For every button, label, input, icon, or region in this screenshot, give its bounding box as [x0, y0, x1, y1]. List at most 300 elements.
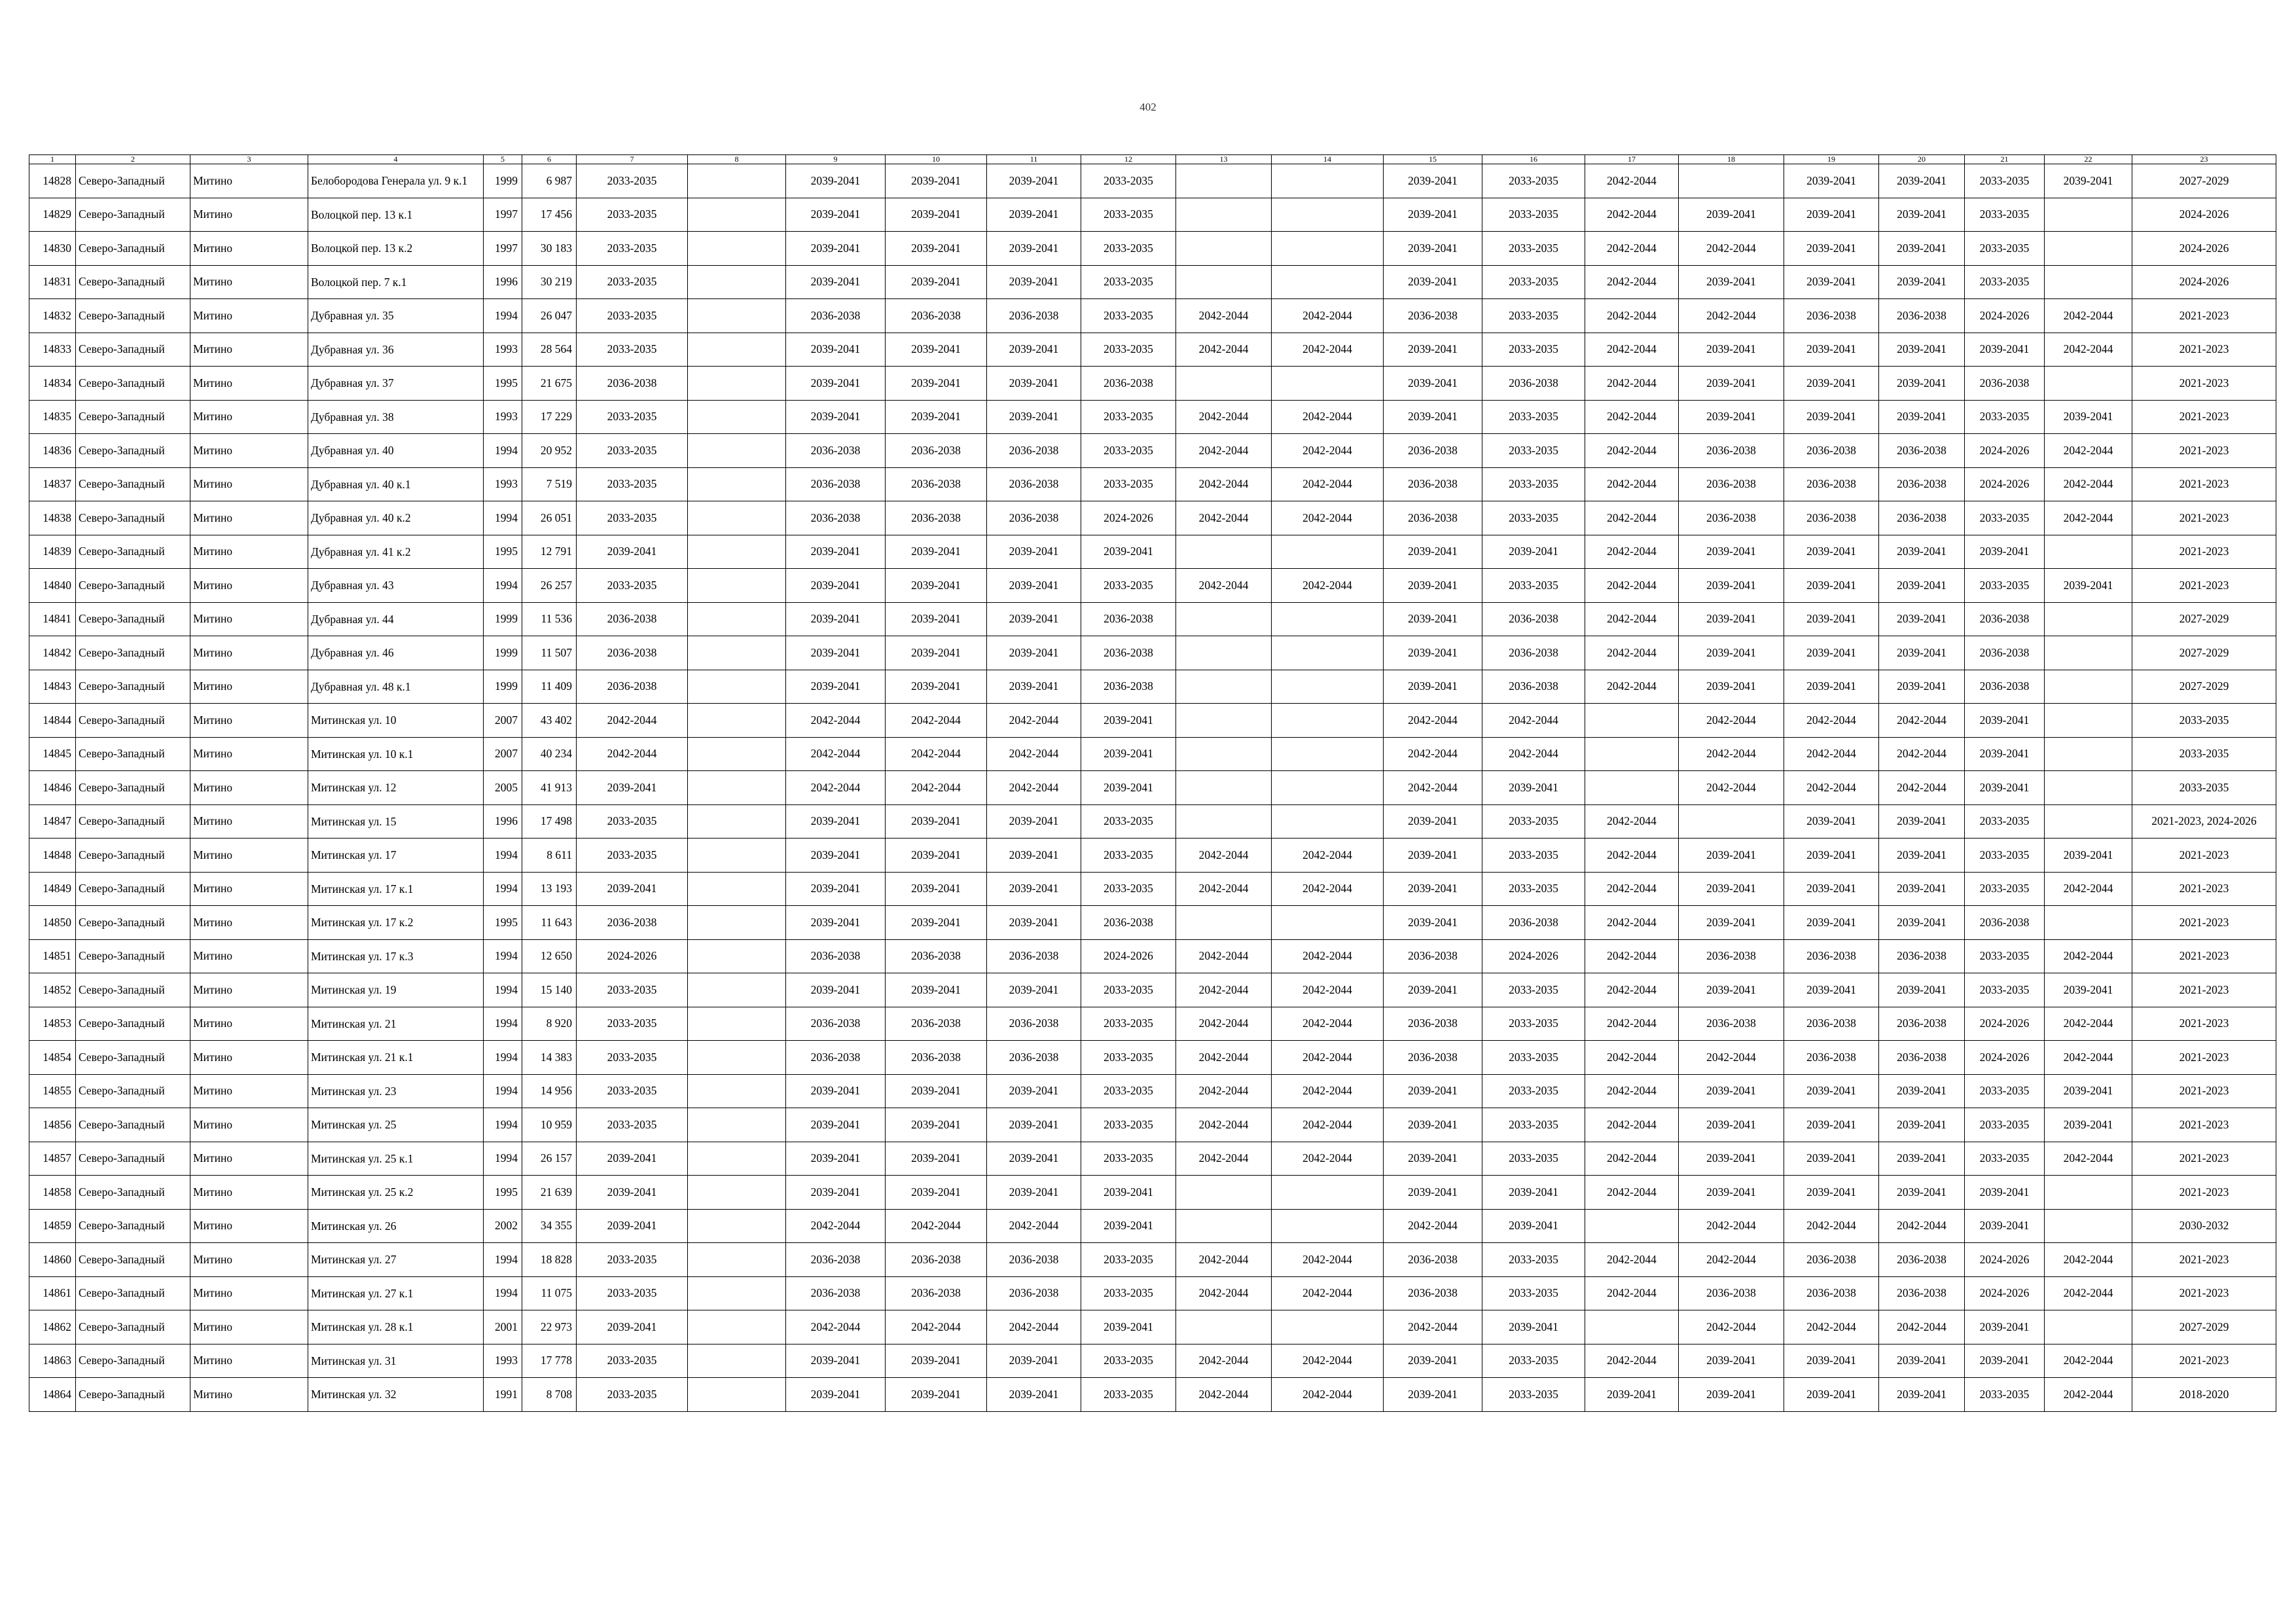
- table-cell: 2033-2035: [1081, 1243, 1176, 1277]
- table-row: [29, 839, 2276, 873]
- table-cell: 26 047: [522, 299, 577, 333]
- table-cell: 1994: [484, 1074, 522, 1108]
- table-cell: 2039-2041: [1879, 1142, 1965, 1176]
- table-cell: [1272, 232, 1384, 266]
- table-cell: Северо-Западный: [76, 467, 190, 501]
- table-cell: 2039-2041: [1784, 569, 1879, 603]
- table-cell: [1272, 704, 1384, 738]
- table-cell: 1994: [484, 1007, 522, 1041]
- table-cell: 2033-2035: [1081, 872, 1176, 906]
- table-cell: [688, 973, 786, 1007]
- column-number: 17: [1585, 155, 1679, 164]
- table-row: [29, 906, 2276, 940]
- table-cell: 2033-2035: [1081, 467, 1176, 501]
- table-cell: 2036-2038: [987, 939, 1081, 973]
- table-cell: [688, 198, 786, 232]
- table-cell: 2039-2041: [786, 232, 886, 266]
- table-cell: 20 952: [522, 434, 577, 468]
- table-cell: 1993: [484, 333, 522, 367]
- table-cell: 2036-2038: [1384, 501, 1482, 535]
- table-cell: 2033-2035: [577, 804, 688, 839]
- table-cell: 2039-2041: [987, 973, 1081, 1007]
- table-cell: 2042-2044: [1585, 1041, 1679, 1075]
- table-cell: [688, 939, 786, 973]
- table-row: [29, 1176, 2276, 1210]
- table-cell: Митинская ул. 25: [308, 1108, 484, 1142]
- table-cell: 2039-2041: [1784, 906, 1879, 940]
- table-cell: [1272, 906, 1384, 940]
- table-cell: 2042-2044: [786, 704, 886, 738]
- table-cell: 2042-2044: [2045, 1041, 2132, 1075]
- table-cell: 2042-2044: [1482, 737, 1585, 771]
- table-cell: 2039-2041: [1081, 1209, 1176, 1243]
- table-cell: 2036-2038: [886, 939, 987, 973]
- table-cell: 2039-2041: [1384, 367, 1482, 401]
- table-cell: 2033-2035: [577, 501, 688, 535]
- table-cell: 2039-2041: [1679, 602, 1784, 636]
- table-cell: 2039-2041: [987, 400, 1081, 434]
- table-cell: 2033-2035: [577, 434, 688, 468]
- table-cell: [688, 1074, 786, 1108]
- table-cell: 2036-2038: [1482, 906, 1585, 940]
- table-cell: 14 383: [522, 1041, 577, 1075]
- table-cell: 2042-2044: [786, 1209, 886, 1243]
- table-cell: 2039-2041: [1784, 164, 1879, 198]
- table-cell: 2042-2044: [1272, 973, 1384, 1007]
- table-cell: 14843: [29, 670, 76, 704]
- table-cell: 2039-2041: [1784, 636, 1879, 670]
- table-cell: 2021-2023: [2132, 1074, 2276, 1108]
- table-cell: 2042-2044: [1879, 737, 1965, 771]
- table-cell: [1585, 771, 1679, 805]
- table-cell: 2039-2041: [1679, 906, 1784, 940]
- table-cell: Митино: [190, 1041, 308, 1075]
- table-cell: 2033-2035: [1482, 232, 1585, 266]
- table-cell: 2036-2038: [1384, 1007, 1482, 1041]
- table-cell: 2024-2026: [2132, 232, 2276, 266]
- table-cell: 2036-2038: [1081, 670, 1176, 704]
- table-cell: 2039-2041: [987, 906, 1081, 940]
- table-cell: 2039-2041: [786, 1378, 886, 1412]
- table-cell: Митино: [190, 1108, 308, 1142]
- table-cell: Дубравная ул. 36: [308, 333, 484, 367]
- table-cell: 2039-2041: [1879, 1176, 1965, 1210]
- table-cell: 2039-2041: [1879, 232, 1965, 266]
- table-cell: 2039-2041: [987, 367, 1081, 401]
- table-cell: Дубравная ул. 40 к.1: [308, 467, 484, 501]
- table-cell: 2036-2038: [987, 501, 1081, 535]
- table-cell: 2027-2029: [2132, 602, 2276, 636]
- table-cell: 2021-2023: [2132, 1276, 2276, 1310]
- table-cell: 2036-2038: [1679, 939, 1784, 973]
- table-cell: 2039-2041: [577, 1310, 688, 1344]
- table-cell: 2036-2038: [786, 1276, 886, 1310]
- table-cell: Северо-Западный: [76, 602, 190, 636]
- table-cell: 2039-2041: [1879, 670, 1965, 704]
- table-cell: 1995: [484, 1176, 522, 1210]
- table-cell: Митинская ул. 19: [308, 973, 484, 1007]
- table-cell: 2039-2041: [886, 400, 987, 434]
- table-cell: 2039-2041: [1679, 839, 1784, 873]
- column-number: 3: [190, 155, 308, 164]
- table-cell: 2033-2035: [1482, 333, 1585, 367]
- table-cell: Митино: [190, 737, 308, 771]
- table-cell: Митинская ул. 17 к.1: [308, 872, 484, 906]
- table-cell: [1272, 1209, 1384, 1243]
- table-cell: 2021-2023: [2132, 1344, 2276, 1378]
- table-cell: 12 650: [522, 939, 577, 973]
- table-cell: 2039-2041: [1679, 333, 1784, 367]
- table-cell: 2042-2044: [1272, 1243, 1384, 1277]
- table-cell: 2036-2038: [1784, 434, 1879, 468]
- table-cell: Митино: [190, 1176, 308, 1210]
- table-cell: Митино: [190, 265, 308, 299]
- table-cell: [1176, 906, 1272, 940]
- table-cell: 11 536: [522, 602, 577, 636]
- table-cell: 26 157: [522, 1142, 577, 1176]
- table-cell: [1176, 1310, 1272, 1344]
- table-cell: 2021-2023: [2132, 839, 2276, 873]
- table-cell: Северо-Западный: [76, 299, 190, 333]
- table-cell: 30 219: [522, 265, 577, 299]
- table-cell: 2033-2035: [1482, 467, 1585, 501]
- table-cell: Северо-Западный: [76, 771, 190, 805]
- table-cell: [1176, 737, 1272, 771]
- table-cell: 2039-2041: [987, 1378, 1081, 1412]
- table-cell: 2021-2023: [2132, 467, 2276, 501]
- page-number: 402: [1139, 101, 1157, 113]
- table-cell: 2042-2044: [1272, 1378, 1384, 1412]
- table-row: [29, 400, 2276, 434]
- table-cell: Дубравная ул. 44: [308, 602, 484, 636]
- table-row: [29, 467, 2276, 501]
- table-cell: 2039-2041: [1679, 198, 1784, 232]
- table-cell: 2039-2041: [1879, 400, 1965, 434]
- table-cell: [2045, 602, 2132, 636]
- column-number: 8: [688, 155, 786, 164]
- table-cell: 2033-2035: [1081, 1276, 1176, 1310]
- table-cell: 2039-2041: [1384, 1108, 1482, 1142]
- table-cell: 2042-2044: [1585, 299, 1679, 333]
- table-cell: 2042-2044: [577, 704, 688, 738]
- column-number: 12: [1081, 155, 1176, 164]
- table-cell: 2007: [484, 704, 522, 738]
- table-cell: 2042-2044: [1384, 704, 1482, 738]
- table-cell: Северо-Западный: [76, 1243, 190, 1277]
- table-cell: 2039-2041: [987, 569, 1081, 603]
- table-cell: Митинская ул. 23: [308, 1074, 484, 1108]
- table-cell: 2024-2026: [1081, 501, 1176, 535]
- table-cell: 8 611: [522, 839, 577, 873]
- table-cell: 2036-2038: [886, 299, 987, 333]
- table-cell: 2039-2041: [1679, 265, 1784, 299]
- table-cell: 2039-2041: [1384, 400, 1482, 434]
- table-cell: 17 229: [522, 400, 577, 434]
- table-cell: 2042-2044: [1272, 569, 1384, 603]
- table-cell: 2033-2035: [1081, 1007, 1176, 1041]
- table-cell: 2042-2044: [786, 1310, 886, 1344]
- table-cell: 2036-2038: [1965, 906, 2045, 940]
- table-cell: 2021-2023: [2132, 569, 2276, 603]
- table-cell: 14852: [29, 973, 76, 1007]
- table-cell: 21 675: [522, 367, 577, 401]
- table-cell: 2021-2023: [2132, 1041, 2276, 1075]
- table-cell: 2039-2041: [987, 164, 1081, 198]
- table-cell: 2033-2035: [1081, 333, 1176, 367]
- table-cell: 2039-2041: [886, 265, 987, 299]
- table-cell: 2042-2044: [1272, 333, 1384, 367]
- table-row: [29, 1108, 2276, 1142]
- table-cell: 2039-2041: [1081, 737, 1176, 771]
- table-cell: 2024-2026: [1965, 434, 2045, 468]
- table-cell: 14842: [29, 636, 76, 670]
- table-cell: 2042-2044: [1585, 467, 1679, 501]
- table-cell: 2042-2044: [1176, 1344, 1272, 1378]
- table-cell: 2039-2041: [1879, 839, 1965, 873]
- table-cell: 2039-2041: [987, 333, 1081, 367]
- table-cell: 2042-2044: [2045, 501, 2132, 535]
- table-cell: Северо-Западный: [76, 939, 190, 973]
- table-cell: [1176, 636, 1272, 670]
- table-cell: 2021-2023: [2132, 333, 2276, 367]
- table-cell: [1176, 164, 1272, 198]
- table-cell: 2039-2041: [1384, 804, 1482, 839]
- table-cell: 2042-2044: [1272, 1041, 1384, 1075]
- table-cell: [688, 569, 786, 603]
- table-cell: Северо-Западный: [76, 1108, 190, 1142]
- table-cell: 2024-2026: [1482, 939, 1585, 973]
- table-cell: 2039-2041: [1965, 535, 2045, 569]
- table-cell: 2039-2041: [786, 804, 886, 839]
- table-cell: 2036-2038: [987, 1041, 1081, 1075]
- table-cell: 21 639: [522, 1176, 577, 1210]
- table-cell: 2039-2041: [987, 1142, 1081, 1176]
- table-cell: 2039-2041: [1384, 839, 1482, 873]
- table-cell: [2045, 1176, 2132, 1210]
- table-cell: 2039-2041: [1879, 1108, 1965, 1142]
- table-cell: 2042-2044: [1879, 704, 1965, 738]
- table-cell: Дубравная ул. 46: [308, 636, 484, 670]
- table-cell: 2021-2023: [2132, 434, 2276, 468]
- table-cell: 2042-2044: [2045, 467, 2132, 501]
- table-cell: 2039-2041: [786, 1074, 886, 1108]
- table-cell: 2036-2038: [1384, 1041, 1482, 1075]
- table-cell: [1272, 1176, 1384, 1210]
- table-cell: 2039-2041: [1784, 670, 1879, 704]
- table-cell: Митино: [190, 1007, 308, 1041]
- table-cell: 2036-2038: [1482, 367, 1585, 401]
- table-cell: 2042-2044: [1176, 1074, 1272, 1108]
- table-cell: 2039-2041: [1965, 737, 2045, 771]
- table-cell: 2039-2041: [1879, 636, 1965, 670]
- table-cell: 2036-2038: [1784, 1007, 1879, 1041]
- table-cell: Митино: [190, 1276, 308, 1310]
- table-cell: 14861: [29, 1276, 76, 1310]
- table-cell: 2042-2044: [1176, 467, 1272, 501]
- table-cell: 2033-2035: [577, 1378, 688, 1412]
- table-cell: 14836: [29, 434, 76, 468]
- table-cell: 2021-2023, 2024-2026: [2132, 804, 2276, 839]
- table-cell: 2036-2038: [1384, 1276, 1482, 1310]
- table-cell: 2042-2044: [1272, 1142, 1384, 1176]
- table-cell: 2039-2041: [886, 1378, 987, 1412]
- table-cell: [688, 1209, 786, 1243]
- table-cell: 26 257: [522, 569, 577, 603]
- table-cell: 1999: [484, 164, 522, 198]
- table-cell: 2033-2035: [1081, 434, 1176, 468]
- table-cell: 2036-2038: [577, 636, 688, 670]
- table-cell: 2021-2023: [2132, 501, 2276, 535]
- table-cell: 2039-2041: [1384, 636, 1482, 670]
- table-cell: 2039-2041: [886, 602, 987, 636]
- table-row: [29, 198, 2276, 232]
- table-cell: 2039-2041: [2045, 400, 2132, 434]
- table-cell: 2039-2041: [1784, 804, 1879, 839]
- table-cell: [688, 1378, 786, 1412]
- table-cell: [688, 333, 786, 367]
- table-cell: 2036-2038: [1679, 501, 1784, 535]
- table-cell: 2021-2023: [2132, 1108, 2276, 1142]
- table-cell: [1176, 771, 1272, 805]
- table-cell: Митино: [190, 535, 308, 569]
- table-cell: 2036-2038: [1879, 1007, 1965, 1041]
- table-row: [29, 1142, 2276, 1176]
- table-cell: 2039-2041: [577, 771, 688, 805]
- table-cell: 2039-2041: [987, 839, 1081, 873]
- table-cell: 2039-2041: [987, 804, 1081, 839]
- table-cell: 2027-2029: [2132, 1310, 2276, 1344]
- table-cell: Северо-Западный: [76, 501, 190, 535]
- table-cell: Митинская ул. 17: [308, 839, 484, 873]
- table-cell: [688, 1344, 786, 1378]
- table-cell: 2042-2044: [1272, 1276, 1384, 1310]
- table-cell: 2039-2041: [1081, 771, 1176, 805]
- table-cell: [1176, 704, 1272, 738]
- table-cell: [2045, 804, 2132, 839]
- table-cell: 2042-2044: [1176, 434, 1272, 468]
- table-cell: 2036-2038: [577, 906, 688, 940]
- table-cell: 2042-2044: [1585, 1108, 1679, 1142]
- table-cell: Митино: [190, 1310, 308, 1344]
- table-cell: [2045, 670, 2132, 704]
- table-cell: 2039-2041: [786, 1344, 886, 1378]
- table-cell: 2039-2041: [886, 1344, 987, 1378]
- table-cell: 2042-2044: [1272, 1108, 1384, 1142]
- table-cell: 2039-2041: [1879, 569, 1965, 603]
- table-cell: 2042-2044: [1585, 636, 1679, 670]
- table-cell: 2039-2041: [1384, 1378, 1482, 1412]
- table-cell: Северо-Западный: [76, 804, 190, 839]
- table-cell: 2042-2044: [1384, 1209, 1482, 1243]
- table-cell: 2033-2035: [1081, 1074, 1176, 1108]
- table-cell: 2042-2044: [1585, 804, 1679, 839]
- table-cell: 2039-2041: [1879, 872, 1965, 906]
- table-cell: 2039-2041: [1679, 367, 1784, 401]
- table-cell: 2036-2038: [987, 299, 1081, 333]
- table-cell: 2039-2041: [1679, 973, 1784, 1007]
- table-cell: 2039-2041: [886, 535, 987, 569]
- table-cell: 2039-2041: [1384, 1344, 1482, 1378]
- table-cell: 2042-2044: [1879, 771, 1965, 805]
- table-cell: 2039-2041: [786, 906, 886, 940]
- table-cell: 2039-2041: [1679, 535, 1784, 569]
- table-cell: 2036-2038: [786, 1041, 886, 1075]
- table-cell: 2039-2041: [786, 164, 886, 198]
- table-cell: 2036-2038: [1879, 299, 1965, 333]
- table-cell: 2039-2041: [1081, 535, 1176, 569]
- table-cell: 2021-2023: [2132, 1007, 2276, 1041]
- table-cell: [688, 535, 786, 569]
- table-cell: 2042-2044: [2045, 1007, 2132, 1041]
- table-cell: 2042-2044: [1585, 1007, 1679, 1041]
- table-cell: 2033-2035: [1482, 973, 1585, 1007]
- table-cell: 1994: [484, 1243, 522, 1277]
- table-cell: 2036-2038: [786, 1007, 886, 1041]
- table-cell: Белобородова Генерала ул. 9 к.1: [308, 164, 484, 198]
- table-cell: 2036-2038: [1879, 1041, 1965, 1075]
- table-cell: 2036-2038: [577, 602, 688, 636]
- table-cell: Митино: [190, 333, 308, 367]
- table-cell: Северо-Западный: [76, 872, 190, 906]
- table-cell: 10 959: [522, 1108, 577, 1142]
- table-cell: 11 075: [522, 1276, 577, 1310]
- table-cell: Северо-Западный: [76, 1209, 190, 1243]
- table-cell: 2033-2035: [577, 569, 688, 603]
- table-cell: 2039-2041: [1482, 1176, 1585, 1210]
- table-cell: 14860: [29, 1243, 76, 1277]
- table-cell: [688, 501, 786, 535]
- table-row: [29, 569, 2276, 603]
- table-cell: 2039-2041: [1784, 973, 1879, 1007]
- table-cell: 2033-2035: [1482, 1344, 1585, 1378]
- table-cell: Митино: [190, 602, 308, 636]
- table-cell: 2036-2038: [1784, 939, 1879, 973]
- table-cell: 2042-2044: [1176, 1243, 1272, 1277]
- table-cell: 14830: [29, 232, 76, 266]
- table-cell: 2039-2041: [1784, 198, 1879, 232]
- table-cell: 2021-2023: [2132, 872, 2276, 906]
- table-cell: 2039-2041: [1384, 1142, 1482, 1176]
- table-cell: Митинская ул. 15: [308, 804, 484, 839]
- table-cell: 2036-2038: [1965, 636, 2045, 670]
- table-cell: 2001: [484, 1310, 522, 1344]
- table-cell: 14845: [29, 737, 76, 771]
- table-cell: Волоцкой пер. 7 к.1: [308, 265, 484, 299]
- table-cell: 2027-2029: [2132, 670, 2276, 704]
- table-cell: 11 507: [522, 636, 577, 670]
- table-cell: 2039-2041: [1784, 602, 1879, 636]
- table-cell: Митино: [190, 400, 308, 434]
- table-cell: 2033-2035: [1482, 400, 1585, 434]
- table-cell: 1999: [484, 670, 522, 704]
- table-cell: [1176, 1176, 1272, 1210]
- table-cell: 2039-2041: [1482, 1310, 1585, 1344]
- table-cell: 2039-2041: [1879, 333, 1965, 367]
- table-cell: 1999: [484, 602, 522, 636]
- table-cell: 14858: [29, 1176, 76, 1210]
- table-cell: Северо-Западный: [76, 973, 190, 1007]
- table-cell: 2042-2044: [1585, 434, 1679, 468]
- table-cell: [688, 367, 786, 401]
- table-cell: 2036-2038: [1384, 467, 1482, 501]
- column-number: 2: [76, 155, 190, 164]
- table-cell: Митинская ул. 27: [308, 1243, 484, 1277]
- table-cell: 2036-2038: [1679, 467, 1784, 501]
- table-cell: Митинская ул. 10: [308, 704, 484, 738]
- table-cell: 2039-2041: [786, 400, 886, 434]
- table-cell: 14851: [29, 939, 76, 973]
- table-cell: 2039-2041: [1384, 333, 1482, 367]
